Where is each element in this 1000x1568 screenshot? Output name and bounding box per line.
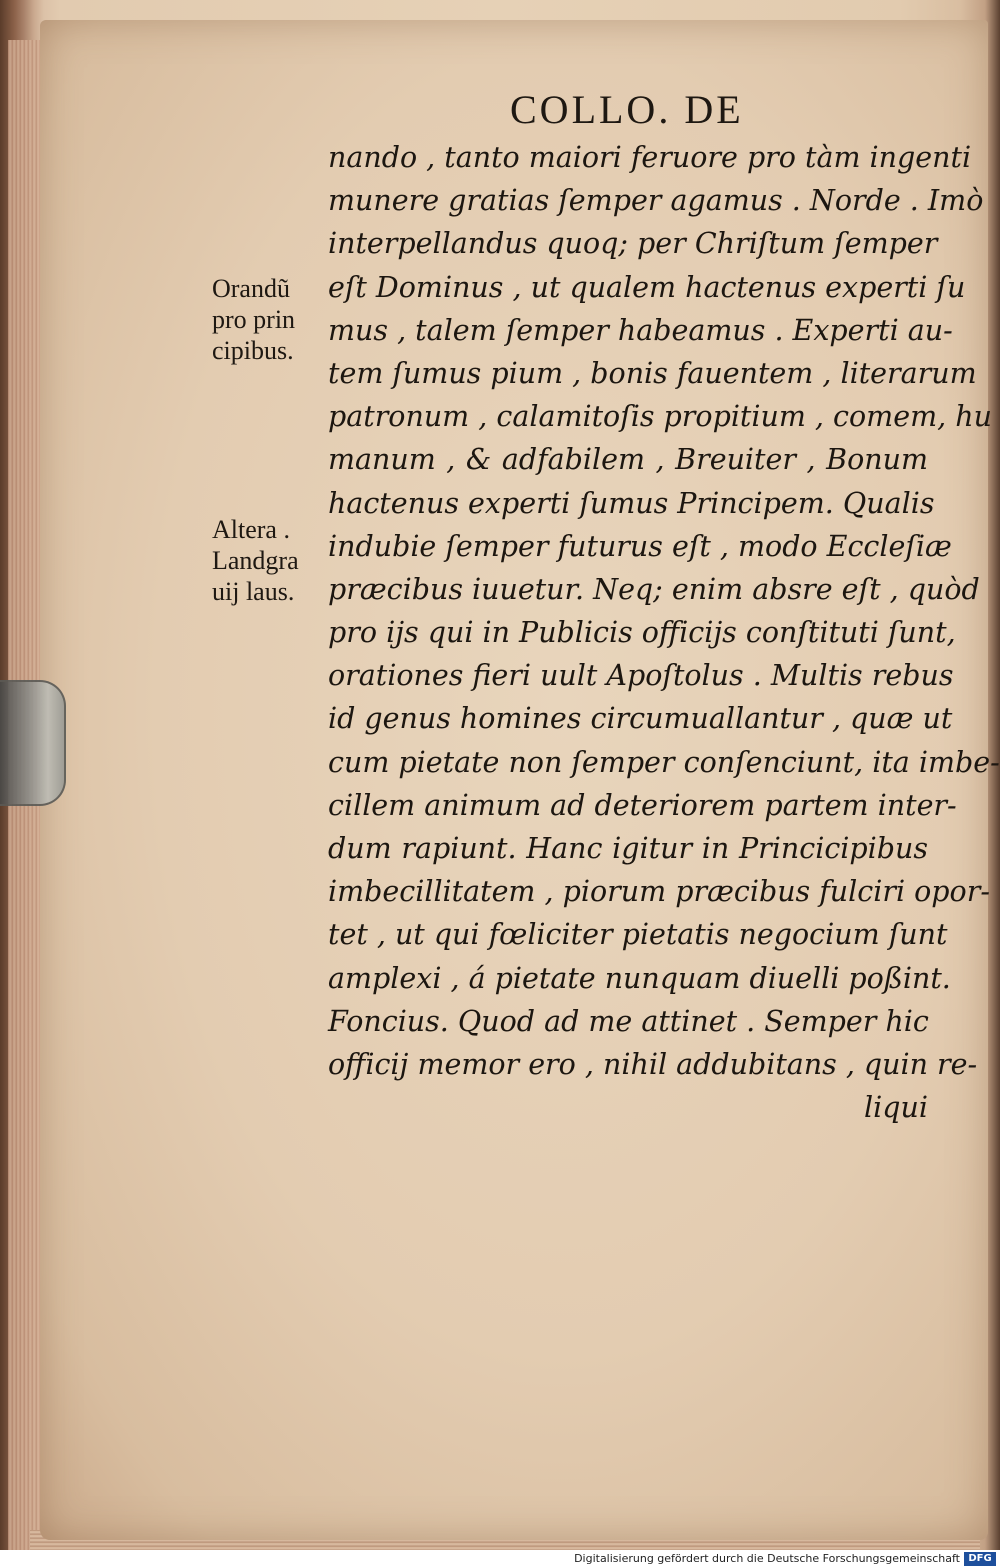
text-line: dum rapiunt. Hanc igitur in Princicipibus: [328, 832, 928, 865]
catchword: liqui: [864, 1091, 928, 1125]
text-line: orationes fieri uult Apoſtolus . Multis rebus: [328, 659, 954, 693]
marginal-note-line: uij laus.: [212, 577, 295, 606]
text-line: imbecillitatem , piorum præcibus fulciri opor-: [328, 875, 990, 909]
text-line: hactenus experti ſumus Principem. Qualis: [328, 486, 935, 520]
marginal-note-1: [212, 273, 295, 366]
text-line: indubie ſemper futurus eſt , modo Eccleſiæ: [328, 529, 952, 563]
dfg-logo-icon: DFG: [964, 1552, 996, 1566]
text-line: patronum , calamitoſis propitium , comem, hu: [328, 400, 992, 434]
text-line: cum pietate non ſemper conſenciunt, ita imbe-: [328, 745, 1000, 779]
text-line: id genus homines circumuallantur , quæ ut: [328, 702, 953, 736]
marginal-note-line: cipibus.: [212, 336, 294, 365]
page-clip: [0, 680, 66, 806]
marginal-note-2: [212, 514, 299, 607]
marginal-note-line: Orandũ: [212, 274, 290, 303]
text-line: tem ſumus pium , bonis fauentem , literarum: [328, 356, 977, 390]
text-line: amplexi , á pietate nunquam diuelli poßint.: [328, 961, 951, 995]
text-line: cillem animum ad deteriorem partem inter-: [328, 788, 957, 822]
text-line: officij memor ero , nihil addubitans , quin re-: [328, 1047, 978, 1081]
marginal-note-line: Landgra: [212, 546, 299, 575]
text-line: interpellandus quoq; per Chriſtum ſemper: [328, 227, 938, 261]
text-line: Foncius. Quod ad me attinet . Semper hic: [328, 1004, 929, 1038]
body-text: [328, 136, 1000, 1129]
text-line: eſt Dominus , ut qualem hactenus experti ſu: [328, 270, 966, 304]
digitization-footer: [0, 1550, 1000, 1568]
text-line: nando , tanto maiori feruore pro tàm ingenti: [328, 141, 972, 174]
text-line: manum , & adfabilem , Breuiter , Bonum: [328, 443, 928, 477]
text-line: munere gratias ſemper agamus . Norde . Imò: [328, 184, 984, 218]
text-line: tet , ut qui fœliciter pietatis negocium ſunt: [328, 918, 948, 952]
marginal-note-line: pro prin: [212, 305, 296, 334]
text-line: præcibus iuuetur. Neq; enim absre eſt , quòd: [328, 572, 980, 606]
running-head: COLLO. DE: [510, 87, 744, 132]
marginal-note-line: Altera .: [212, 515, 290, 544]
text-line: pro ijs qui in Publicis officijs conſtituti ſunt,: [328, 616, 956, 650]
text-line: mus , talem ſemper habeamus . Experti au-: [328, 313, 953, 347]
footer-credit: Digitalisierung gefördert durch die Deutsche Forschungsgemeinschaft: [574, 1552, 960, 1565]
